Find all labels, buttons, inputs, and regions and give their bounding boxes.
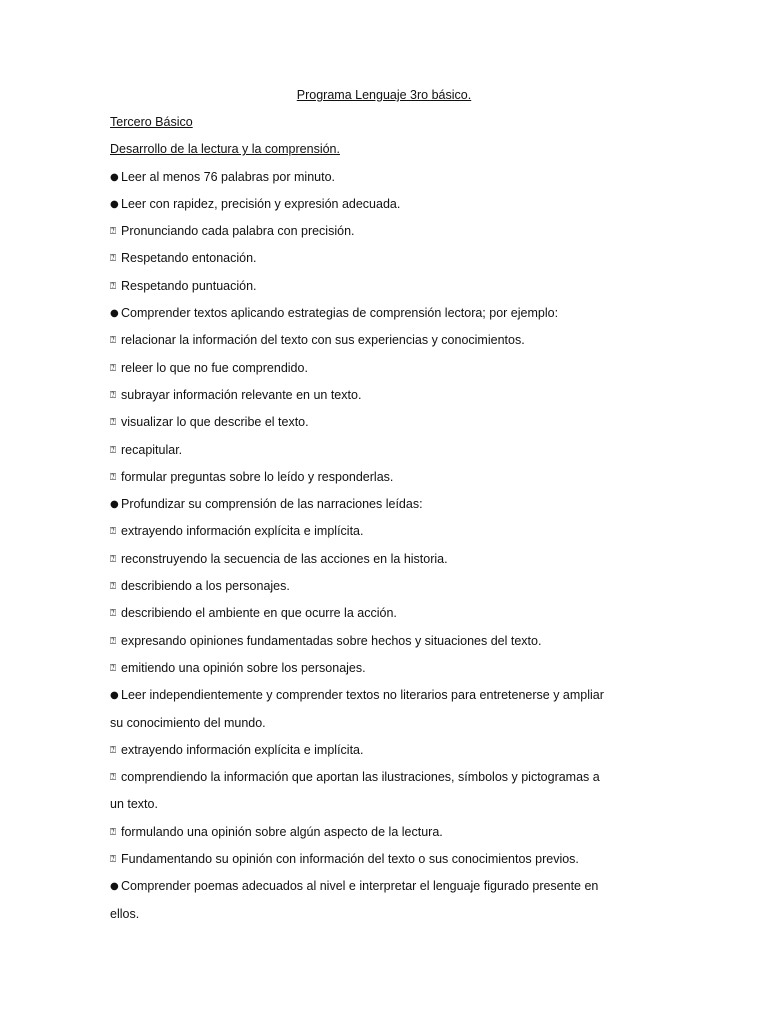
text-line xyxy=(110,578,670,605)
text-line xyxy=(110,715,670,742)
text-line xyxy=(110,442,670,469)
line-text: Respetando puntuación. xyxy=(121,278,257,293)
text-line xyxy=(110,605,670,632)
text-line xyxy=(110,687,670,714)
text-line xyxy=(110,387,670,414)
text-line xyxy=(110,906,670,933)
line-text: formular preguntas sobre lo leído y responderlas. xyxy=(121,469,394,484)
text-line xyxy=(110,278,670,305)
missing-glyph-icon: ⍰ xyxy=(110,253,116,265)
line-text: Leer al menos 76 palabras por minuto. xyxy=(121,169,336,184)
missing-glyph-icon: ⍰ xyxy=(110,635,116,647)
line-text: su conocimiento del mundo. xyxy=(110,715,266,730)
missing-glyph-icon: ⍰ xyxy=(110,553,116,565)
missing-glyph-icon: ⍰ xyxy=(110,280,116,292)
line-text: Comprender poemas adecuados al nivel e interpretar el lenguaje figurado presente en xyxy=(121,879,599,894)
document-body xyxy=(110,114,670,933)
line-text: un texto. xyxy=(110,797,158,812)
line-text: expresando opiniones fundamentadas sobre hechos y situaciones del texto. xyxy=(121,633,542,648)
line-text: relacionar la información del texto con sus experiencias y conocimientos. xyxy=(121,333,525,348)
bullet-icon: ● xyxy=(110,881,119,893)
text-line xyxy=(110,414,670,441)
text-line xyxy=(110,196,670,223)
line-text: Fundamentando su opinión con información del texto o sus conocimientos previos. xyxy=(121,852,579,867)
missing-glyph-icon: ⍰ xyxy=(110,444,116,456)
text-line xyxy=(110,360,670,387)
text-line xyxy=(110,469,670,496)
line-text: Desarrollo de la lectura y la comprensión. xyxy=(110,142,340,157)
text-line xyxy=(110,223,670,250)
text-line xyxy=(110,660,670,687)
line-text: Leer independientemente y comprender textos no literarios para entretenerse y ampliar xyxy=(121,688,604,703)
text-line xyxy=(110,250,670,277)
missing-glyph-icon: ⍰ xyxy=(110,854,116,866)
missing-glyph-icon: ⍰ xyxy=(110,662,116,674)
text-line xyxy=(110,796,670,823)
line-text: visualizar lo que describe el texto. xyxy=(121,415,309,430)
line-text: Profundizar su comprensión de las narraciones leídas: xyxy=(121,497,423,512)
line-text: describiendo el ambiente en que ocurre la acción. xyxy=(121,606,397,621)
line-text: Tercero Básico xyxy=(110,115,193,129)
line-text: formulando una opinión sobre algún aspecto de la lectura. xyxy=(121,824,443,839)
bullet-icon: ● xyxy=(110,308,119,320)
text-line xyxy=(110,523,670,550)
text-line xyxy=(110,878,670,905)
missing-glyph-icon: ⍰ xyxy=(110,826,116,838)
line-text: extrayendo información explícita e implícita. xyxy=(121,742,364,757)
bullet-icon: ● xyxy=(110,499,119,511)
text-line xyxy=(110,742,670,769)
section-heading xyxy=(110,114,670,141)
missing-glyph-icon: ⍰ xyxy=(110,389,116,401)
line-text: describiendo a los personajes. xyxy=(121,579,290,594)
line-text: emitiendo una opinión sobre los personajes. xyxy=(121,660,366,675)
line-text: Respetando entonación. xyxy=(121,251,257,266)
text-line xyxy=(110,332,670,359)
section-heading xyxy=(110,141,670,168)
text-line xyxy=(110,851,670,878)
text-line xyxy=(110,633,670,660)
line-text: releer lo que no fue comprendido. xyxy=(121,360,308,375)
text-line xyxy=(110,824,670,851)
missing-glyph-icon: ⍰ xyxy=(110,335,116,347)
line-text: recapitular. xyxy=(121,442,183,457)
line-text: Comprender textos aplicando estrategias de comprensión lectora; por ejemplo: xyxy=(121,306,559,321)
line-text: ellos. xyxy=(110,906,140,921)
text-line xyxy=(110,551,670,578)
bullet-icon: ● xyxy=(110,198,119,210)
line-text: subrayar información relevante en un texto. xyxy=(121,387,362,402)
missing-glyph-icon: ⍰ xyxy=(110,417,116,429)
missing-glyph-icon: ⍰ xyxy=(110,744,116,756)
missing-glyph-icon: ⍰ xyxy=(110,471,116,483)
text-line xyxy=(110,169,670,196)
line-text: extrayendo información explícita e implícita. xyxy=(121,524,364,539)
text-line xyxy=(110,496,670,523)
line-text: reconstruyendo la secuencia de las acciones en la historia. xyxy=(121,551,448,566)
missing-glyph-icon: ⍰ xyxy=(110,608,116,620)
missing-glyph-icon: ⍰ xyxy=(110,526,116,538)
document-title: Programa Lenguaje 3ro básico. xyxy=(296,88,472,102)
line-text: Leer con rapidez, precisión y expresión adecuada. xyxy=(121,196,401,211)
missing-glyph-icon: ⍰ xyxy=(110,226,116,238)
bullet-icon: ● xyxy=(110,171,119,183)
missing-glyph-icon: ⍰ xyxy=(110,581,116,593)
line-text: Pronunciando cada palabra con precisión. xyxy=(121,224,355,239)
missing-glyph-icon: ⍰ xyxy=(110,362,116,374)
bullet-icon: ● xyxy=(110,690,119,702)
text-line xyxy=(110,769,670,796)
missing-glyph-icon: ⍰ xyxy=(110,772,116,784)
text-line xyxy=(110,305,670,332)
line-text: comprendiendo la información que aportan las ilustraciones, símbolos y pictogramas a xyxy=(121,770,600,785)
